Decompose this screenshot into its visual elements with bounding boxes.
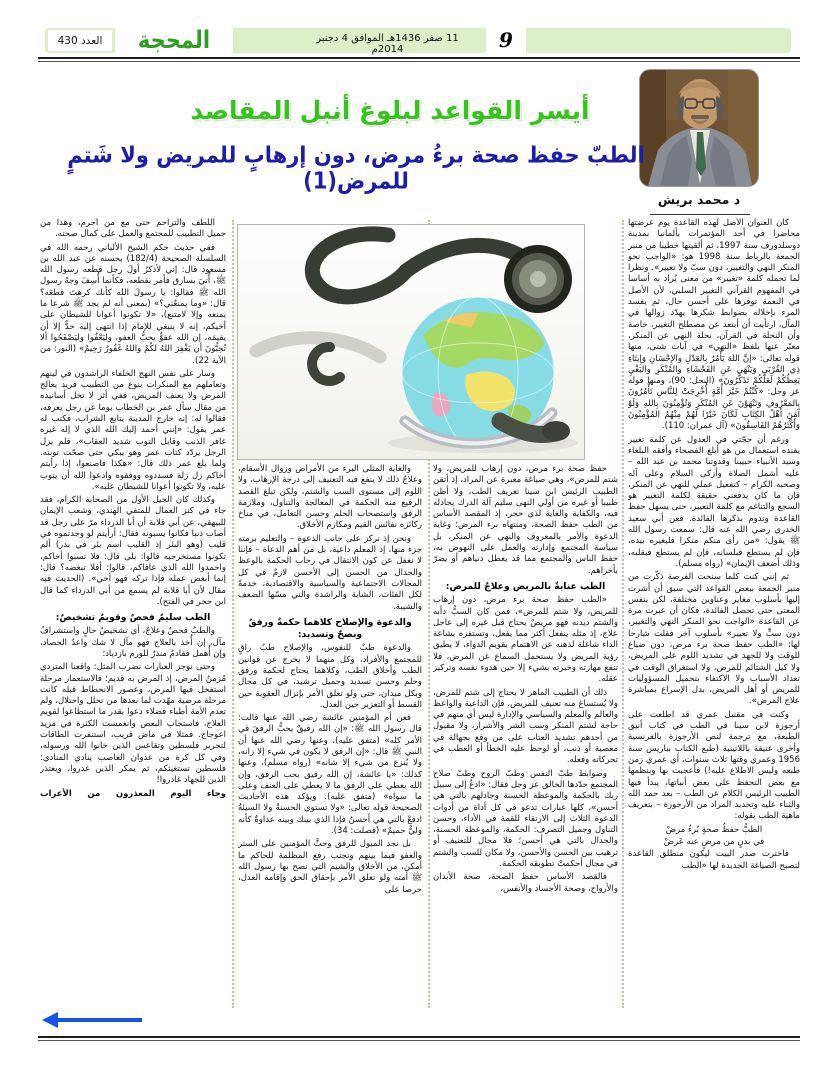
article-paragraph: فعن أم المؤمنين عائشة رضي الله عنها قالت: قال رسول الله ﷺ: «إن الله رفيقٌ يحبُّ الرفقَ في الأمر كله» (متفق عليه)، وعنها رضي الله عنها أن النبي ﷺ قال: «إن الرفق لا يكون في شيء إلا زانه، ولا يُنزع من شيء إلا شانه» (رواه مسلم)، وعنها كذلك: «يا عائشة، إن الله رفيق يحب الرفق، وإن الله يعطي على الرفق ما لا يعطي على العنف وعلى ما سواه» (متفق عليه). ويؤكد هذه الأحاديث الصحيحة قوله تعالى: «ولا تستوي الحسنةُ ولا السيئةُ ادفعْ بالتي هي أحسنُ فإذا الذي بينك وبينه عداوةٌ كأنه وليٌّ حميمٌ» (فصلت: 34). [238, 713, 422, 837]
article-paragraph: وكنت في مقتبل عمري قد اطلعت على أرجوزة لابن سينا في الطب في كتاب أنيق الطبعة، مع ترجمة لنص الأرجوزة بالفرنسية وأخرى عتيقة باللاتينية (طبع الكتاب بباريس سنة 1956 وعمري وقتها ثلاث سنوات، أي عمري زمن طبعه وليس الاطلاع عليه!) فأعجبت بها وبنظمها مع بعض التحفظ على بعض أبياتها، يبدأ فيها الطبيب الرئيس الكلام عن الطب – بعد حمد الله والثناء عليه وتحديد المراد من الأرجوزة – بتعريف ماهية الطب بقوله: [628, 709, 800, 822]
article-paragraph: والغاية المثلى البرء من الأمراض وزوال الأسقام، وعلاجُ ذلك لا ينفع فيه التعنيف إلى درجة الإرهاب، ولا اللوم إلى مستوى السب والشتم، ولكن تبلغ القصد الرفيع منه الحكمة في المعالجة والتناول، وملازمة الرفق واستصحاب الحلم وحسن التعامل، في مناخ ركائزه نفائس القيم ومكارم الأخلاق. [238, 464, 422, 531]
article-paragraph: وجاء اليوم المعذرون من الأعراب [40, 789, 226, 800]
article-paragraph: وحتى نوجز العبارات نضرب المثل: واقعنا المتردي مُزمنُ المرض، إذ المرض به قديم؛ فالاستعمار مرحلة استفحل فيها المرض، وعصور الانحطاط قبله كانت مرحلة مرضية مهّدت لما بعدها من تحلل واحتلال، ولم تعدم الأمة أطباء فضلاء دعوا بقدر ما استطاعوا لقويم العلاج، فاستجاب البعض وانغمست الكثرة في مزيد اعوجاج. فمثلا في ماض قريب، استنفرت الطاقات لتحرير فلسطين وتقاعس الذين خانوا الله ورسوله، وفي كل كرة من عدوان الغاصب ينادي المنادي: فلسطين تستغيثكم، ثم يمكر الذين غدروا، ويعتذر الذين للجهاد غادروا! [40, 662, 226, 786]
newspaper-logo: المحجة [137, 26, 211, 54]
masthead-box [115, 25, 233, 55]
article-paragraph: فاخترت صدر البيت ليكون منطلق القاعدة لتصبح الصياغة الجديدة لها «الطب [628, 849, 800, 871]
column-separator [622, 220, 624, 1008]
article-paragraph: وكذلك كان الجيل الأول من الصحابة الكرام، فقد جاء في كنز العمال للمتقي الهندي، وشعب الإيمان للبيهقي، عن أبي قلابة أن أبا الدرداء مرّ على رجل قد أصاب ذنبا فكانوا يسبونه فقال: أرأيتم لو وجدتموه في قليب (وهو البئر إذ القليب اسم بئر في بدر) ألم تكونوا مستخرجيه قالوا: بلى قال: فلا تسبوا أخاكم، واحمدوا الله الذي عافاكم، قالوا: أفلا تبغضه؟ قال: إنما أبغض عمله فإذا تركه فهو أخي». (الحديث فيه مقال لأن أبا قلابة لم يسمع من أبي الدرداء كما قال ابن حجر في الفتح). [40, 495, 226, 607]
article-column-4 [40, 218, 226, 1026]
edition-date: 11 صفر 1436هـ الموافق 4 دجنبر 2014م [316, 33, 459, 55]
footer-rule [38, 1036, 800, 1041]
article-paragraph: حفظ صحة برء مرض، دون إرهاب للمريض، ولا شتم للمرض»، وهي صياغة معبرة عن المراد، إذ أتقن الطبيب الرئيس ابن سينا تعريف الطب، ولا أظن طبيبا أو غيره من أولي النهى سليم آلة الدرك يجادله فيه، والكفاية والغاية لذي حجر، إذ المقصد الأساس من الطب حفظ الصحة، ومنتهاه برء المرض؛ وغاية الدعوة والأمر بالمعروف والنهي عن المنكر، بل سياسة المجتمع وإدارته والعمل على النهوض به، حفظ الناس والمجتمع مما قد يعطل دنياهم أو يضرّ بأخراهم. [433, 464, 618, 576]
caption-underline [650, 214, 750, 215]
globe-stethoscope-photo [237, 224, 585, 460]
author-photo-caption: د محمد بريش [657, 192, 741, 207]
article-paragraph: فالقصد الأساس حفظ الصحة، صحة الأبدان والأرواح، وصحة الأجساد والأنفس، [433, 872, 618, 894]
article-paragraph: بل نجد الميول للرفق وحثَّ المؤمنين على الستر والعفو فيما بينهم وتجنب رفع المظلمة للحاكم ما أمكن، من الأخلاق والشيم التي نصح بها رسول الله ﷺ أمته ولو تعلق الأمر بإحقاق الحق وإقامة العدل، حرصا على [238, 839, 422, 895]
page-number-box [486, 26, 526, 54]
column-separator [232, 220, 234, 1008]
section-subheading: الطب عنايةٌ بالمريض وعلاجٌ للمرض: [445, 580, 606, 592]
poem-verse-line: الطبُّ حفظُ صحةٍ بُرءُ مرضْ [665, 824, 763, 835]
article-paragraph: ورغم أن حجّتي في العدول عن كلمة تغيير يفنده استعمال من هو أبلغ الفصحاء وأفقه البلغاء وسيد الأنبياء حبيبنا وقدوتنا محمد بن عبد الله – عليه أشمل الصلاة وأزكى السلام وعلى آله وصحبه الكرام – كتفعيل عملي للنهي عن المنكر، فإن ما كان يدفعني حقيقة لكلمة التغيير هو السجع والتناغم مع كلمة التعيير، حتى يسهل حفظ القاعدة وتدوم بذكرها الفائدة. فعن أبي سعيد الخدري رضي الله عنه قال: سمعت رسول الله ﷺ يقول: «من رأى منكم منكرا فليغيره بيده، فإن لم يستطع فبلسانه، فإن لم يستطع فبقلبه، وذلك أضعف الإيمان» (رواه مسلم). [628, 434, 800, 569]
issue-number-badge [48, 30, 112, 51]
page-number: 9 [499, 28, 513, 52]
article-paragraph: ونحن إذ نركز على جانب الدعوة – والتعليم برمته جزء منها، إذ المعلم داعية، بل من أهم الدعاة – فإننا لا نغفل عن كون الانتقال في رحاب الحكمة بالوعظ والجدال من الحسن إلى الأحسن لازمٌ في كل المجالات الاجتماعية والسياسية والاقتصادية، خدمةً لكل الفئات، الشابة والراشدة والتي مسّها الضعف والشيبة. [238, 533, 422, 612]
header-rule [38, 57, 800, 62]
author-photo [640, 70, 758, 186]
article-paragraph: والطبُ فحصٌ وعلاجٌ، أي تشخيصُ حالٍ واستشرافُ مآل، إن أُخذ بالعلاج فهو مآل لا شك واعدُ الحصاد، وإن أُهمل فقادمٌ منذرٌ للورم بازدياد؛ [40, 626, 226, 659]
article-column-1 [628, 218, 800, 1010]
section-subheading: الطب سليمٌ فحصٌ وقويمٌ تشخيصٌ: [55, 612, 211, 624]
author-portrait-image [640, 70, 758, 186]
kicker-headline: أيسر القواعد لبلوغ أنبل المقاصد [190, 96, 590, 125]
poem-verse-line: في بدنٍ من مرضٍ عنه عَرضْ [663, 837, 765, 848]
article-paragraph: ثم إنني كنت كلما سنحت الفرصة ذكّرت من منبر الجمعة ببعض القواعد التي سبق أن أشرت إليها بأسلوب مغاير وعناوين مختلفة، لكن بنفس المعنى حتى تحصل الفائدة، فكان أن عبرت مرة عن القاعدة «الواجب نحو المنكر النهي والتغيير، دون سبٍّ ولا تعيير» بأسلوب آخر فقلت شارحا لها: «الطب حفظ صحة برء مرض، دون ضياع للوقت ولا للجهد في تشديد اللوم على المريض، ولا كيل الشتائم للمرض، ولا استغراق الوقت في تعداد الأسباب ولا الاكتفاء بتحميل المسؤوليات للمريض أو أهل المريض، بدل الإسراع بمباشرة علاج المرض». [628, 572, 800, 707]
article-paragraph: كان العنوان الأصل لهذه القاعدة يوم عرضتها محاضرا في أحد المؤتمرات بألمانيا بمدينة دوسلدورف سنة 1997، ثم ألقيتها خطيبا من منبر الجمعة بالرباط سنة 1998 هو: «الواجب نحو المنكر النهي والتغيير، دون سبّ ولا تعيير». ونظرا لما تحمله كلمة «تغيير» من معنى يُراد به أساسا في المفهوم القرآني التغيير السلبي، لأن الأصل في النعمة توفرها على أحسن حال، ثم يفسد المرء بإخلاله بضوابط شكرها يهدّد زوالها في المآل، ارتأيت أن أبتعد عن مصطلح التغيير، خاصة وأن النحلة في القرآن، نحلة النهي عن المنكر، معبّر عنها بلفظ «النهي» في آيات شتى، منها قوله تعالى: «إنَّ اللهَ يَأْمُرُ بِالعَدْلِ والإِحْسَانِ وَإِيتَاءِ ذِي القُرْبَى وَيَنْهَى عَنِ الفَحْشَاءِ والمُنْكَرِ والبَغْيِ يَعِظُكُمْ لَعَلَّكُمْ تَذَكَّرُونَ» (النحل: 90)، ومنها قوله عز وجل: «كُنْتُمْ خَيْرَ أُمَّةٍ أُخْرِجَتْ لِلنَّاسِ تَأْمُرُونَ بِالمَعْرُوفِ وَتَنْهَوْنَ عَنِ المُنْكَرِ وَتُؤْمِنُونَ بِاللهِ وَلَوْ آمَنَ أَهْلُ الكِتَابِ لَكَانَ خَيْرًا لَهُمْ مِنْهُمُ المُؤْمِنُونَ وَأَكْثَرُهُمُ الفَاسِقُونَ» (آل عمران: 110). [628, 218, 800, 432]
section-subheading: والدعوة والإصلاح كلاهما حكمةٌ ورفقٌ ونصحٌ وتسديد: [248, 616, 412, 641]
main-headline: الطبّ حفظ صحة برءُ مرض، دون إرهابٍ للمريض ولا شَتمٍ للمرض(1) [67, 142, 645, 194]
article-paragraph: «الطب حفظ صحة برء مرض، دون إرهاب للمريض، ولا شتم للمرض»، فمن كان السبُّ دأبه والشتم ديدنه فهو مريضٌ يحتاج قبل غيره إلى عاجل علاج، إذ مثله ينفعل أكثر مما يفعل، وتستفزه بشاعة الداء شاغلة لذهنه عن الاهتمام بقويم الدواء، لا يطيق رؤية المريض ولا يستحمل السماع عن المرض، فلا تنفع مهارته وخبرته بشيء إلا حين هدوء نفسه وتركيز عقله. [433, 595, 618, 685]
issue-number-label: العدد 430 [57, 34, 103, 47]
article-paragraph: اللطف والتراحم حتى مع من أجرم، وهذا من جميل التطبيب للمجتمع والعمل على كمال صحته. [40, 218, 226, 240]
article-paragraph: وضوابط طبّ النفس وطبّ الروح وطبّ صلاح المجتمع حدّدها الخالق عز وجل فقال: «ادعُ إلى سبيل ربك بالحكمة والموعظة الحسنة وجادلهم بالتي هي أحسن»، كلها عبارات تدعو في كل أداة من أدوات الدعوة الثلاث إلى الارتقاء للقمة في الأداء، وحسن التناول وجميل التصرف: الحكمة، والموعظة الحسنة، والجدال بالتي هي أحسن؛ فلا مجال للتعنيف أو ترهيب بين الحسن والأحسن، ولا مكان للسب والشتم في مجال أحكمتْ تطويقه الحكمة. [433, 768, 618, 870]
continuation-arrow-icon [42, 1012, 144, 1028]
article-paragraph: والدعوة طبٌ للنفوس، والإصلاح طبٌ راقٍ للمجتمع والأفراد، وكل منهما لا يخرج عن قوانين الطب وأخلاق الطب، وكلاهما يحتاج لحكمة ورفق وحلم وحسن تسديد وجميل ترشيد، في كل مجال وبكل ميدان، حتى ولو تعلق الأمر بإنزال العقوبة حين القسط أو التعزير حين العدل. [238, 643, 422, 710]
globe-stethoscope-image [238, 225, 584, 459]
article-paragraph: ذلك أن الطبيب الماهر لا يحتاج إلى شتم للمرض، ولا يُستساغ منه تعنيف للمريض، فإن الداعية والواعظ والعالم والمعلم والسياسي والإدارة ليس أي منهم في حاجة لشتم المنكر وسب الشر والأشرار، ولا مقبول من أحدهم تشديد العتاب على من وقع بجهالة في معصية أو ذنب، أو لوحظ عليه الخطأ أو العطب في تحركاته وفعله. [433, 687, 618, 766]
article-paragraph: وسار على نفس النهج الخلفاء الراشدون في لينهم وتعاملهم مع المنكرات بنوع من التطبيب فريد يعالج المرض ولا يعنف المريض، ففي أثر لا تخل أسانيده من مقال سأل عمر بن الخطاب يوما عن رجل يعرفه، فقالوا له: إنه خارج المدينة يتابع الشراب، فكتب له عمر يقول: «إنني أحمد إليك الله الذي لا إله غيره غافر الذنب وقابل التوب شديد العقاب»، فلم يزل الرجل يردّد كتاب عمر وهو يبكي حتى صحّت توبته. ولما بلغ عمر ذلك قال: «هكذا فاصنعوا، إذا رأيتم أخاكم زل زلة فسددوه ووفقوه وادعوا الله أن يتوب عليه، ولا تكونوا أعوانا للشيطان عليه». [40, 368, 226, 492]
article-paragraph: ففي حديث حكم الشيخ الألباني رحمه الله في السلسلة الصحيحة (182/4) بحسنه عن عبد الله بن مسعود قال: إني لأذكرُ أولَ رجل قطعه رسول الله ﷺ، أُتيَ بسارق فأمر بقطعه، فكأنما أُسِفَ وجهُ رسول الله ﷺ فقالوا: يا رسولَ الله كأنك كرهتَ قطعَه؟ قال: «وما يمنعُني؟» (بمعنى أنه لم يجد ﷺ شرعا ما يمنعه وإلا لامتنع)، «لا تكونوا أعوانا للشيطان على أخيكم، إنه لا ينبغي للإمام إذا انتهى إليه حدٌّ إلا أن يقيمَه، إن الله عفوٌّ يحبُّ العفو، وليَعْفُوا وليَصْفَحُوا ألا تُحِبُّونَ أن يَغْفِرَ اللهُ لكُمْ واللهُ غَفُورٌ رَحِيمٌ» (النور: من الآية 22). [40, 242, 226, 366]
